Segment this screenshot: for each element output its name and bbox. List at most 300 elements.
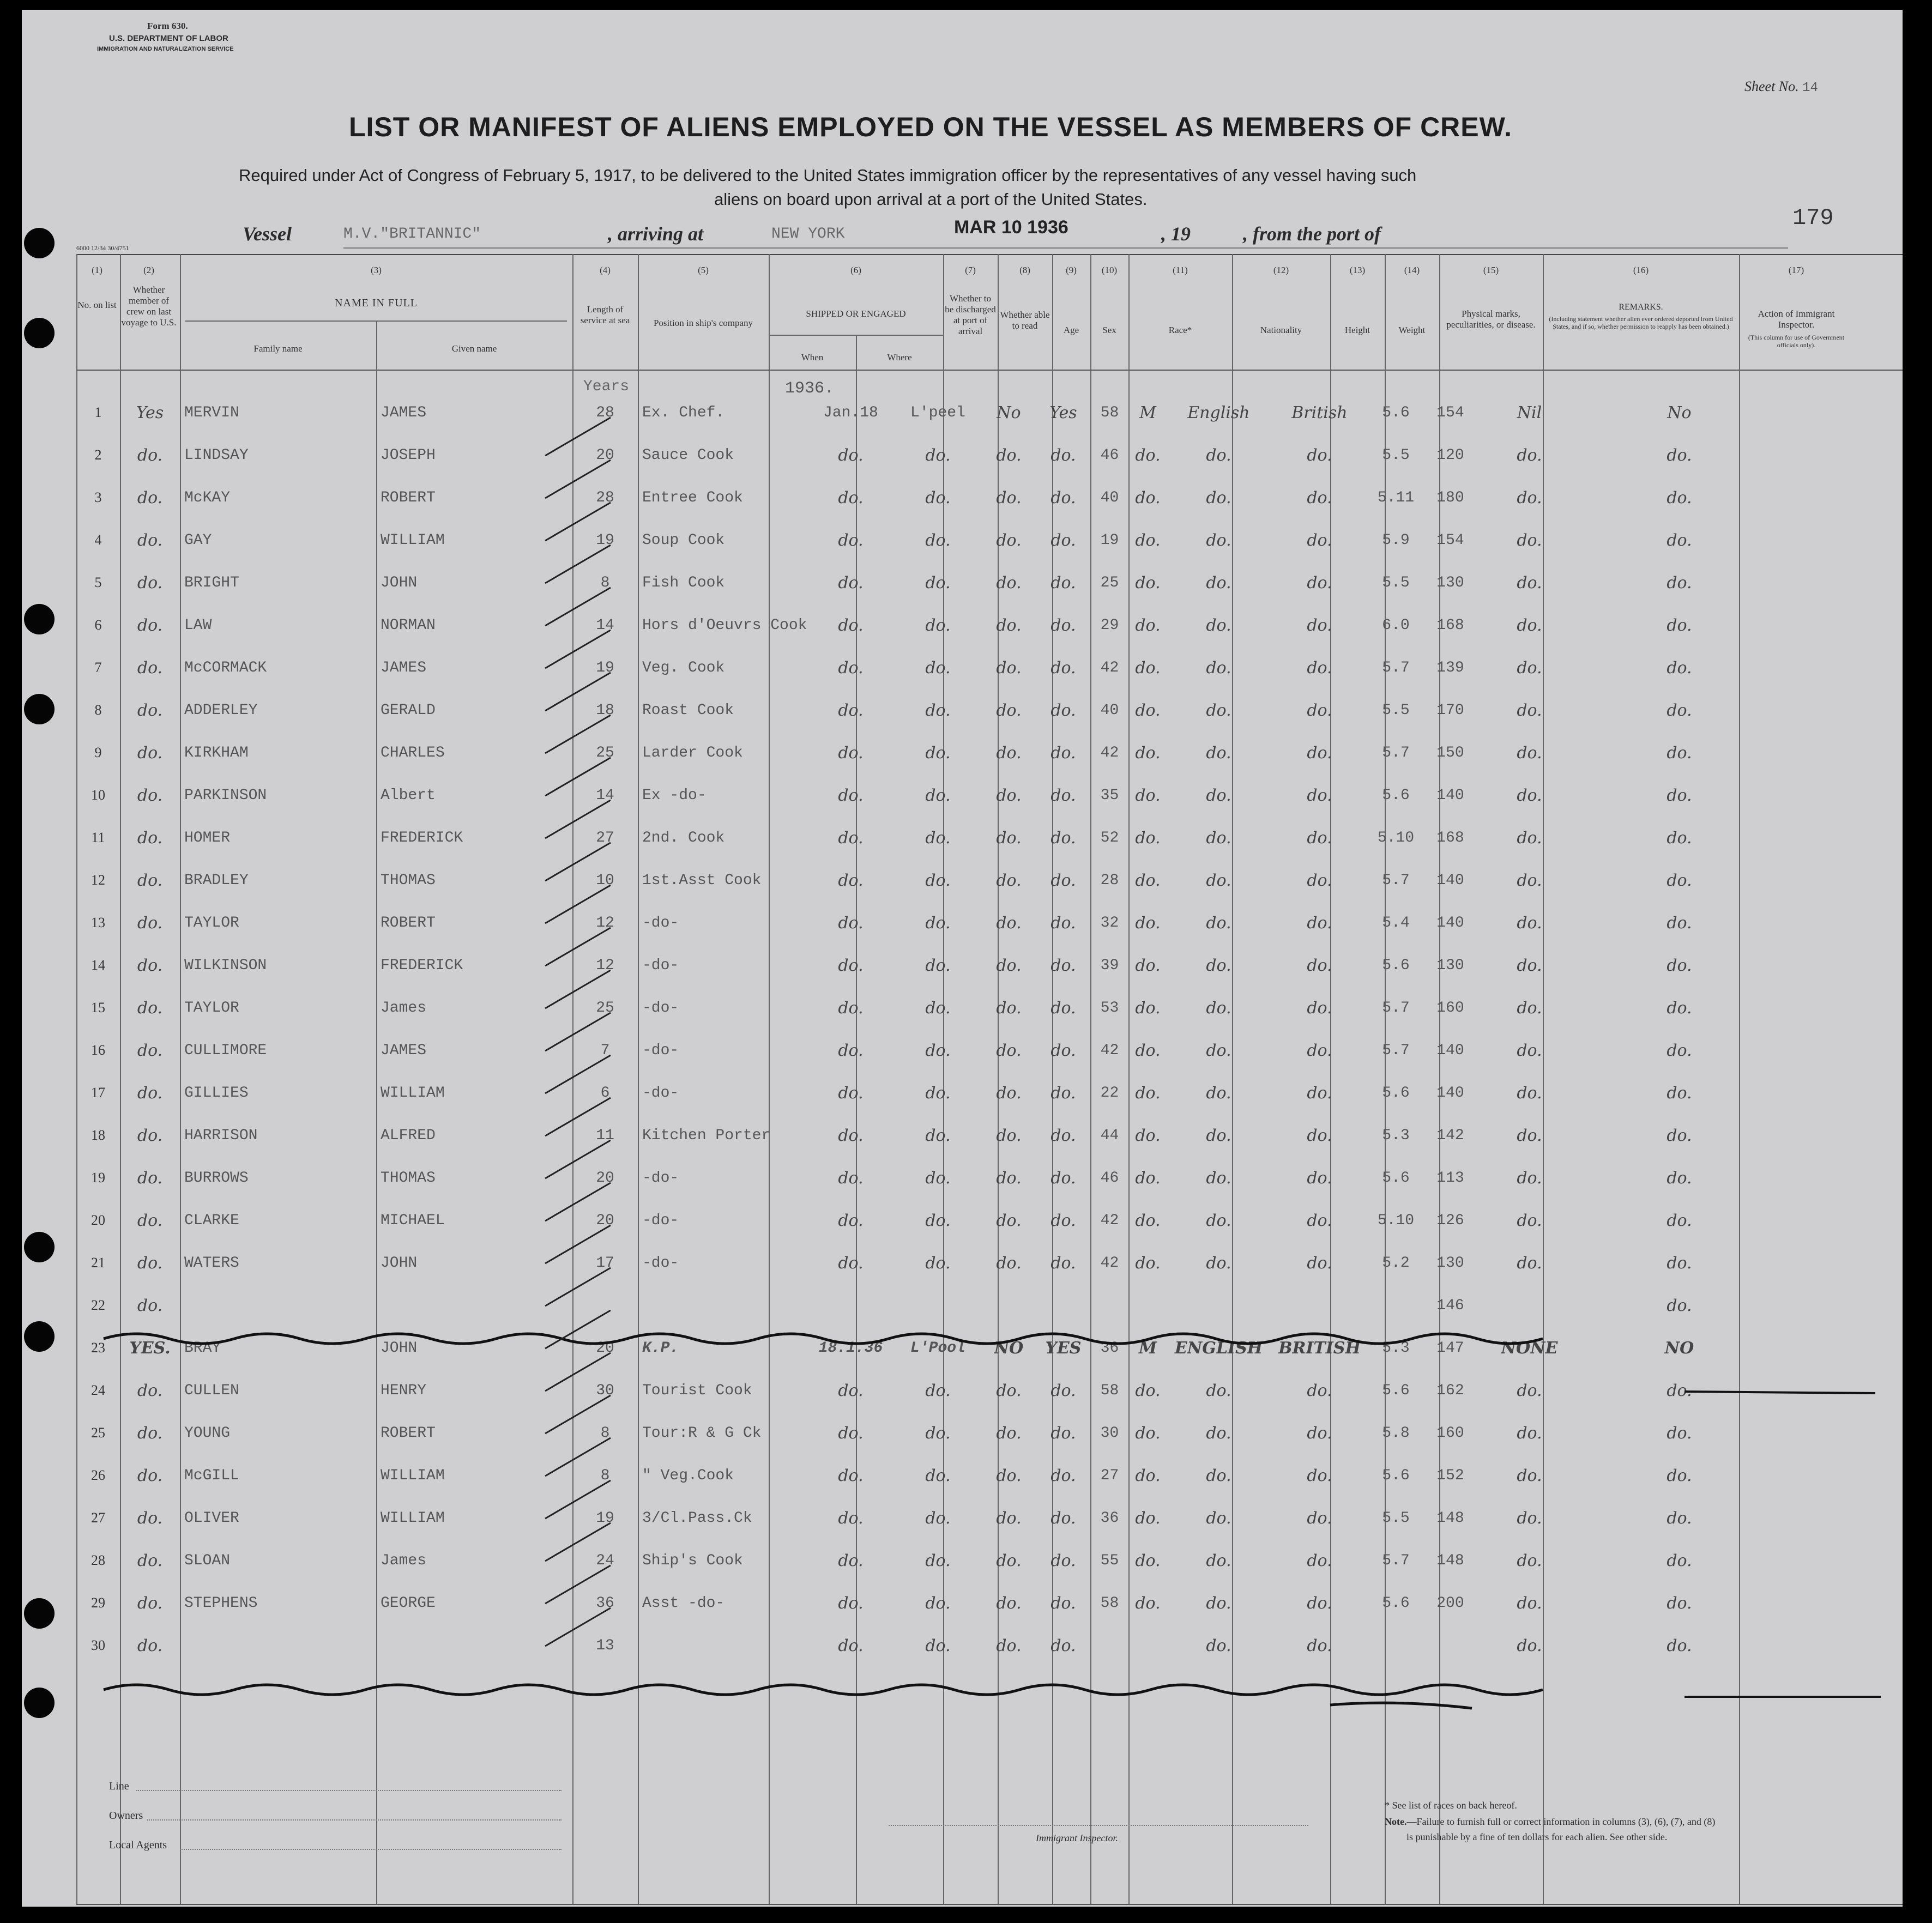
- service-slash: [545, 843, 611, 881]
- cell-nat: do.: [1307, 1423, 1332, 1443]
- cell-race: do.: [1206, 828, 1231, 848]
- cell-marks: do.: [1517, 488, 1542, 507]
- cell-nat: do.: [1307, 1126, 1332, 1145]
- manifest-sheet: [22, 10, 1903, 1907]
- col-8-number: (8): [1019, 265, 1030, 275]
- form-number: Form 630.: [147, 21, 188, 31]
- cell-when: do.: [838, 1041, 864, 1060]
- service-slash: [545, 418, 611, 456]
- cell-where: do.: [925, 658, 951, 678]
- service-slash: [545, 1098, 611, 1136]
- cell-age: 46: [1100, 1169, 1119, 1187]
- cell-nat: do.: [1307, 1381, 1332, 1400]
- cell-height: 6.0: [1382, 616, 1410, 634]
- cell-last: do.: [137, 956, 163, 975]
- cell-position: Roast Cook: [642, 702, 734, 719]
- cell-weight: 168: [1436, 829, 1464, 846]
- cell-no: 17: [91, 1085, 105, 1100]
- col-11-header: Race*: [1168, 325, 1192, 335]
- cell-age: 42: [1100, 1212, 1119, 1229]
- binder-hole: [24, 1232, 55, 1262]
- cell-when: do.: [838, 1423, 864, 1443]
- cell-height: 5.3: [1382, 1339, 1410, 1357]
- cell-dis: do.: [996, 1593, 1022, 1613]
- cell-family: BRADLEY: [184, 872, 249, 889]
- cell-position: 3/Cl.Pass.Ck: [642, 1509, 752, 1527]
- cell-dis: do.: [996, 445, 1022, 465]
- cell-read: do.: [1050, 530, 1076, 550]
- col-2-header: Whether member of crew on last voyage to U.S.: [121, 285, 177, 328]
- cell-no: 30: [91, 1637, 105, 1653]
- cell-race: do.: [1206, 1083, 1231, 1103]
- cell-last: do.: [137, 1381, 163, 1400]
- cell-dis: do.: [996, 1253, 1022, 1273]
- cell-weight: 130: [1436, 957, 1464, 974]
- service-slash: [545, 1480, 611, 1519]
- cell-height: 5.6: [1382, 787, 1410, 804]
- service-slash: [545, 630, 611, 668]
- cell-sex: M: [1138, 1338, 1157, 1358]
- cell-weight: 180: [1436, 489, 1464, 506]
- print-code: 6000 12/34 30/4751: [76, 244, 129, 252]
- cell-when: do.: [838, 785, 864, 805]
- cell-service: 28: [596, 404, 614, 421]
- cell-remarks: No: [1667, 403, 1692, 422]
- col-3-given-header: Given name: [451, 343, 497, 354]
- cell-last: YES.: [129, 1338, 171, 1358]
- cell-family: TAYLOR: [184, 999, 239, 1017]
- cell-given: James: [381, 1552, 427, 1569]
- service-slash: [545, 715, 611, 753]
- cell-given: NORMAN: [381, 616, 436, 634]
- cell-age: 53: [1100, 999, 1119, 1017]
- cell-age: 52: [1100, 829, 1119, 846]
- service-slash: [545, 673, 611, 711]
- cell-nat: do.: [1307, 615, 1332, 635]
- cell-dis: do.: [996, 1041, 1022, 1060]
- cell-race: do.: [1206, 870, 1231, 890]
- cell-dis: do.: [996, 1423, 1022, 1443]
- vessel-name: M.V."BRITANNIC": [343, 226, 481, 243]
- cell-dis: do.: [996, 1381, 1022, 1400]
- cell-weight: 152: [1436, 1467, 1464, 1484]
- cell-race: do.: [1206, 1508, 1231, 1528]
- col-3-number: (3): [371, 265, 382, 275]
- cell-when: do.: [838, 998, 864, 1018]
- cell-nat: do.: [1307, 1551, 1332, 1570]
- cell-nat: do.: [1307, 870, 1332, 890]
- cell-service: 12: [596, 914, 614, 932]
- cell-height: 5.6: [1382, 1594, 1410, 1612]
- col-6-when-header: When: [801, 352, 824, 362]
- cell-position: -do-: [642, 1084, 679, 1102]
- cell-family: CULLEN: [184, 1382, 239, 1399]
- cell-age: 58: [1100, 1594, 1119, 1612]
- arrival-port: NEW YORK: [771, 226, 845, 243]
- cell-given: HENRY: [381, 1382, 427, 1399]
- cell-remarks: do.: [1667, 1296, 1692, 1315]
- cell-family: ADDERLEY: [184, 702, 258, 719]
- cell-no: 9: [94, 745, 102, 760]
- cell-when: do.: [838, 1168, 864, 1188]
- cell-service: 10: [596, 872, 614, 889]
- cell-when: do.: [838, 488, 864, 507]
- cell-marks: do.: [1517, 700, 1542, 720]
- cell-position: K.P.: [642, 1339, 679, 1357]
- cell-no: 19: [91, 1170, 105, 1186]
- cell-nat: do.: [1307, 956, 1332, 975]
- cell-family: WILKINSON: [184, 957, 267, 974]
- cell-sex: do.: [1135, 1466, 1161, 1485]
- cell-remarks: do.: [1667, 998, 1692, 1018]
- cell-marks: do.: [1517, 828, 1542, 848]
- arrival-date-stamp: MAR 10 1936: [954, 217, 1068, 238]
- service-slash: [545, 1268, 611, 1306]
- cell-service: 14: [596, 616, 614, 634]
- penalty-note: Note.—Failure to furnish full or correct information in columns (3), (6), (7), and (8): [1385, 1816, 1716, 1827]
- cell-no: 16: [91, 1042, 105, 1058]
- cell-sex: do.: [1135, 488, 1161, 507]
- cell-service: 8: [600, 1467, 610, 1484]
- cell-where: do.: [925, 445, 951, 465]
- cell-no: 18: [91, 1127, 105, 1143]
- cell-marks: do.: [1517, 870, 1542, 890]
- service-slash: [545, 1013, 611, 1051]
- cell-remarks: do.: [1667, 1168, 1692, 1188]
- cell-remarks: do.: [1667, 530, 1692, 550]
- cell-sex: do.: [1135, 743, 1161, 763]
- cell-height: 5.5: [1382, 574, 1410, 591]
- cell-weight: 170: [1436, 702, 1464, 719]
- cell-nat: do.: [1307, 743, 1332, 763]
- cell-remarks: do.: [1667, 700, 1692, 720]
- cell-age: 39: [1100, 957, 1119, 974]
- cell-age: 46: [1100, 446, 1119, 464]
- cell-dis: do.: [996, 743, 1022, 763]
- cell-age: 29: [1100, 616, 1119, 634]
- col-6-header: SHIPPED OR ENGAGED: [806, 309, 906, 319]
- cell-given: Albert: [381, 787, 436, 804]
- cell-family: YOUNG: [184, 1424, 231, 1442]
- cell-sex: do.: [1135, 1126, 1161, 1145]
- cell-last: do.: [137, 700, 163, 720]
- cell-age: 25: [1100, 574, 1119, 591]
- from-port-label: , from the port of: [1243, 223, 1381, 245]
- cell-remarks: do.: [1667, 1083, 1692, 1103]
- cell-service: 25: [596, 744, 614, 761]
- cell-where: do.: [925, 956, 951, 975]
- cell-height: 5.6: [1382, 404, 1410, 421]
- cell-dis: do.: [996, 1508, 1022, 1528]
- cell-no: 1: [94, 404, 102, 420]
- service-slash: [545, 1183, 611, 1221]
- cell-position: Tour:R & G Ck: [642, 1424, 762, 1442]
- service-slash: [545, 1140, 611, 1178]
- cell-read: do.: [1050, 1593, 1076, 1613]
- cell-given: JAMES: [381, 659, 427, 676]
- cell-when: do.: [838, 700, 864, 720]
- cell-weight: 162: [1436, 1382, 1464, 1399]
- cell-last: do.: [137, 1551, 163, 1570]
- cell-given: ROBERT: [381, 914, 436, 932]
- cell-sex: do.: [1135, 1423, 1161, 1443]
- cell-nat: do.: [1307, 828, 1332, 848]
- cell-given: WILLIAM: [381, 531, 445, 549]
- cell-read: do.: [1050, 488, 1076, 507]
- cell-height: 5.6: [1382, 1084, 1410, 1102]
- cell-family: LAW: [184, 616, 212, 634]
- cell-last: do.: [137, 998, 163, 1018]
- cell-when: do.: [838, 658, 864, 678]
- cell-sex: do.: [1135, 1211, 1161, 1230]
- cell-race: do.: [1206, 658, 1231, 678]
- cell-height: 5.10: [1377, 1212, 1415, 1229]
- cell-service: 27: [596, 829, 614, 846]
- cell-given: ROBERT: [381, 1424, 436, 1442]
- cell-last: Yes: [136, 403, 164, 422]
- cell-dis: do.: [996, 1211, 1022, 1230]
- cell-when: do.: [838, 1211, 864, 1230]
- cell-race: do.: [1206, 700, 1231, 720]
- cell-marks: do.: [1517, 1168, 1542, 1188]
- cell-age: 27: [1100, 1467, 1119, 1484]
- cell-sex: do.: [1135, 956, 1161, 975]
- cell-family: WATERS: [184, 1254, 239, 1272]
- cell-dis: do.: [996, 573, 1022, 592]
- cell-dis: do.: [996, 828, 1022, 848]
- col-13-number: (13): [1349, 265, 1366, 275]
- cell-where: do.: [925, 1126, 951, 1145]
- cell-weight: 130: [1436, 1254, 1464, 1272]
- cell-service: 20: [596, 1339, 614, 1357]
- cell-age: 44: [1100, 1127, 1119, 1144]
- cell-remarks: do.: [1667, 573, 1692, 592]
- col-15-number: (15): [1483, 265, 1499, 275]
- cell-no: 6: [94, 617, 102, 633]
- cell-given: ALFRED: [381, 1127, 436, 1144]
- cell-where: L'peel: [910, 404, 965, 421]
- cell-sex: do.: [1135, 1381, 1161, 1400]
- cell-age: 28: [1100, 872, 1119, 889]
- cell-nat: do.: [1307, 1636, 1332, 1655]
- cell-height: 5.5: [1382, 1509, 1410, 1527]
- cell-sex: do.: [1135, 1168, 1161, 1188]
- cell-nat: BRITISH: [1278, 1338, 1361, 1358]
- cell-given: JOHN: [381, 574, 418, 591]
- cell-marks: do.: [1517, 998, 1542, 1018]
- service-slash: [545, 460, 611, 498]
- cell-where: do.: [925, 785, 951, 805]
- cell-read: do.: [1050, 1253, 1076, 1273]
- col-6-where-header: Where: [887, 352, 912, 362]
- cell-service: 24: [596, 1552, 614, 1569]
- cell-read: do.: [1050, 1083, 1076, 1103]
- cell-remarks: do.: [1667, 488, 1692, 507]
- col-13-header: Height: [1344, 325, 1370, 335]
- cell-no: 4: [94, 532, 102, 548]
- page-number: 179: [1792, 205, 1834, 231]
- cell-sex: do.: [1135, 658, 1161, 678]
- cell-position: Kitchen Porter: [642, 1127, 771, 1144]
- binder-hole: [24, 1598, 55, 1629]
- cell-when: do.: [838, 913, 864, 933]
- col-11-number: (11): [1173, 265, 1188, 275]
- cell-age: 40: [1100, 489, 1119, 506]
- cell-height: 5.6: [1382, 1382, 1410, 1399]
- cell-given: ROBERT: [381, 489, 436, 506]
- cell-age: 55: [1100, 1552, 1119, 1569]
- cell-marks: do.: [1517, 1253, 1542, 1273]
- cell-position: Ship's Cook: [642, 1552, 743, 1569]
- binder-hole: [24, 694, 55, 724]
- cell-where: do.: [925, 1041, 951, 1060]
- cell-service: 7: [600, 1042, 610, 1059]
- cell-no: 15: [91, 1000, 105, 1015]
- cell-where: do.: [925, 998, 951, 1018]
- cell-position: -do-: [642, 914, 679, 932]
- cell-weight: 147: [1436, 1339, 1464, 1357]
- cell-read: do.: [1050, 743, 1076, 763]
- cell-weight: 200: [1436, 1594, 1464, 1612]
- cell-where: do.: [925, 1168, 951, 1188]
- cell-height: 5.4: [1382, 914, 1410, 932]
- cell-marks: do.: [1517, 956, 1542, 975]
- cell-where: L'Pool: [910, 1339, 965, 1357]
- cell-given: GEORGE: [381, 1594, 436, 1612]
- cell-given: FREDERICK: [381, 829, 463, 846]
- col-1-number: (1): [92, 265, 102, 275]
- cell-when: do.: [838, 1551, 864, 1570]
- cell-nat: do.: [1307, 445, 1332, 465]
- cell-when: do.: [838, 1508, 864, 1528]
- cell-dis: do.: [996, 956, 1022, 975]
- cell-height: 5.8: [1382, 1424, 1410, 1442]
- cell-last: do.: [137, 1253, 163, 1273]
- cell-height: 5.2: [1382, 1254, 1410, 1272]
- cell-position: -do-: [642, 957, 679, 974]
- cell-height: 5.7: [1382, 659, 1410, 676]
- cell-remarks: do.: [1667, 615, 1692, 635]
- cell-race: do.: [1206, 573, 1231, 592]
- footer-owners-label: Owners: [109, 1810, 143, 1822]
- cell-marks: NONE: [1501, 1338, 1558, 1358]
- cell-age: 42: [1100, 659, 1119, 676]
- cell-where: do.: [925, 488, 951, 507]
- cell-remarks: do.: [1667, 785, 1692, 805]
- cell-sex: do.: [1135, 1253, 1161, 1273]
- cell-when: do.: [838, 1126, 864, 1145]
- col-2-number: (2): [143, 265, 154, 275]
- cell-read: do.: [1050, 1126, 1076, 1145]
- cell-marks: do.: [1517, 530, 1542, 550]
- cell-remarks: do.: [1667, 1211, 1692, 1230]
- cell-remarks: do.: [1667, 1423, 1692, 1443]
- cell-remarks: do.: [1667, 828, 1692, 848]
- cell-service: 8: [600, 1424, 610, 1442]
- cell-race: do.: [1206, 1593, 1231, 1613]
- cell-sex: do.: [1135, 573, 1161, 592]
- cell-given: JAMES: [381, 404, 427, 421]
- col-1-header: No. on list: [77, 300, 117, 310]
- cell-race: do.: [1206, 785, 1231, 805]
- cell-sex: do.: [1135, 870, 1161, 890]
- cell-remarks: do.: [1667, 1636, 1692, 1655]
- cell-race: ENGLISH: [1174, 1338, 1263, 1358]
- cell-position: Asst -do-: [642, 1594, 725, 1612]
- cell-sex: do.: [1135, 913, 1161, 933]
- cell-nat: do.: [1307, 1168, 1332, 1188]
- cell-height: 5.6: [1382, 1169, 1410, 1187]
- cell-no: 13: [91, 915, 105, 930]
- cell-service: 20: [596, 446, 614, 464]
- cell-race: do.: [1206, 1168, 1231, 1188]
- cell-sex: do.: [1135, 828, 1161, 848]
- cell-weight: 113: [1436, 1169, 1464, 1187]
- cell-position: Veg. Cook: [642, 659, 725, 676]
- cell-weight: 150: [1436, 744, 1464, 761]
- cell-where: do.: [925, 1593, 951, 1613]
- cell-marks: do.: [1517, 1126, 1542, 1145]
- cell-no: 2: [94, 447, 102, 463]
- cell-remarks: do.: [1667, 1466, 1692, 1485]
- cell-service: 14: [596, 787, 614, 804]
- cell-given: WILLIAM: [381, 1084, 445, 1102]
- cell-weight: 146: [1436, 1297, 1464, 1314]
- cell-age: 58: [1100, 404, 1119, 421]
- cell-nat: do.: [1307, 488, 1332, 507]
- cell-service: 20: [596, 1212, 614, 1229]
- cell-age: 30: [1100, 1424, 1119, 1442]
- cell-position: Sauce Cook: [642, 446, 734, 464]
- cell-family: McGILL: [184, 1467, 239, 1484]
- col-15-header: Physical marks, peculiarities, or disease.: [1446, 309, 1536, 330]
- cell-remarks: do.: [1667, 1593, 1692, 1613]
- cell-last: do.: [137, 1636, 163, 1655]
- cell-when: 18.1.36: [818, 1339, 883, 1357]
- cell-read: do.: [1050, 1041, 1076, 1060]
- col-17-header: Action of Immigrant Inspector.: [1758, 309, 1835, 330]
- cell-given: GERALD: [381, 702, 436, 719]
- cell-nat: British: [1291, 403, 1348, 422]
- cell-when: do.: [838, 530, 864, 550]
- cell-age: 35: [1100, 787, 1119, 804]
- cell-read: Yes: [1049, 403, 1077, 422]
- cell-last: do.: [137, 615, 163, 635]
- cell-remarks: do.: [1667, 870, 1692, 890]
- col-7-number: (7): [965, 265, 976, 275]
- cell-no: 23: [91, 1340, 105, 1356]
- cell-where: do.: [925, 1211, 951, 1230]
- col-14-header: Weight: [1398, 325, 1426, 335]
- cell-family: BURROWS: [184, 1169, 249, 1187]
- cell-last: do.: [137, 1466, 163, 1485]
- cell-position: 1st.Asst Cook: [642, 872, 762, 889]
- cell-no: 20: [91, 1212, 105, 1228]
- cell-given: WILLIAM: [381, 1467, 445, 1484]
- cell-sex: do.: [1135, 1551, 1161, 1570]
- cell-when: do.: [838, 956, 864, 975]
- cell-where: do.: [925, 1253, 951, 1273]
- year-label: , 19: [1161, 223, 1191, 245]
- col-17-note: (This column for use of Government officials only).: [1748, 334, 1845, 349]
- cell-remarks: do.: [1667, 1041, 1692, 1060]
- col-16-note: (Including statement whether alien ever ordered deported from United States, and if so, whether permission to reapply has been obtained.): [1549, 315, 1733, 330]
- cell-position: -do-: [642, 1254, 679, 1272]
- cell-remarks: do.: [1667, 1253, 1692, 1273]
- cell-age: 22: [1100, 1084, 1119, 1102]
- cell-height: 5.9: [1382, 531, 1410, 549]
- col-4-header: Length of service at sea: [580, 304, 630, 325]
